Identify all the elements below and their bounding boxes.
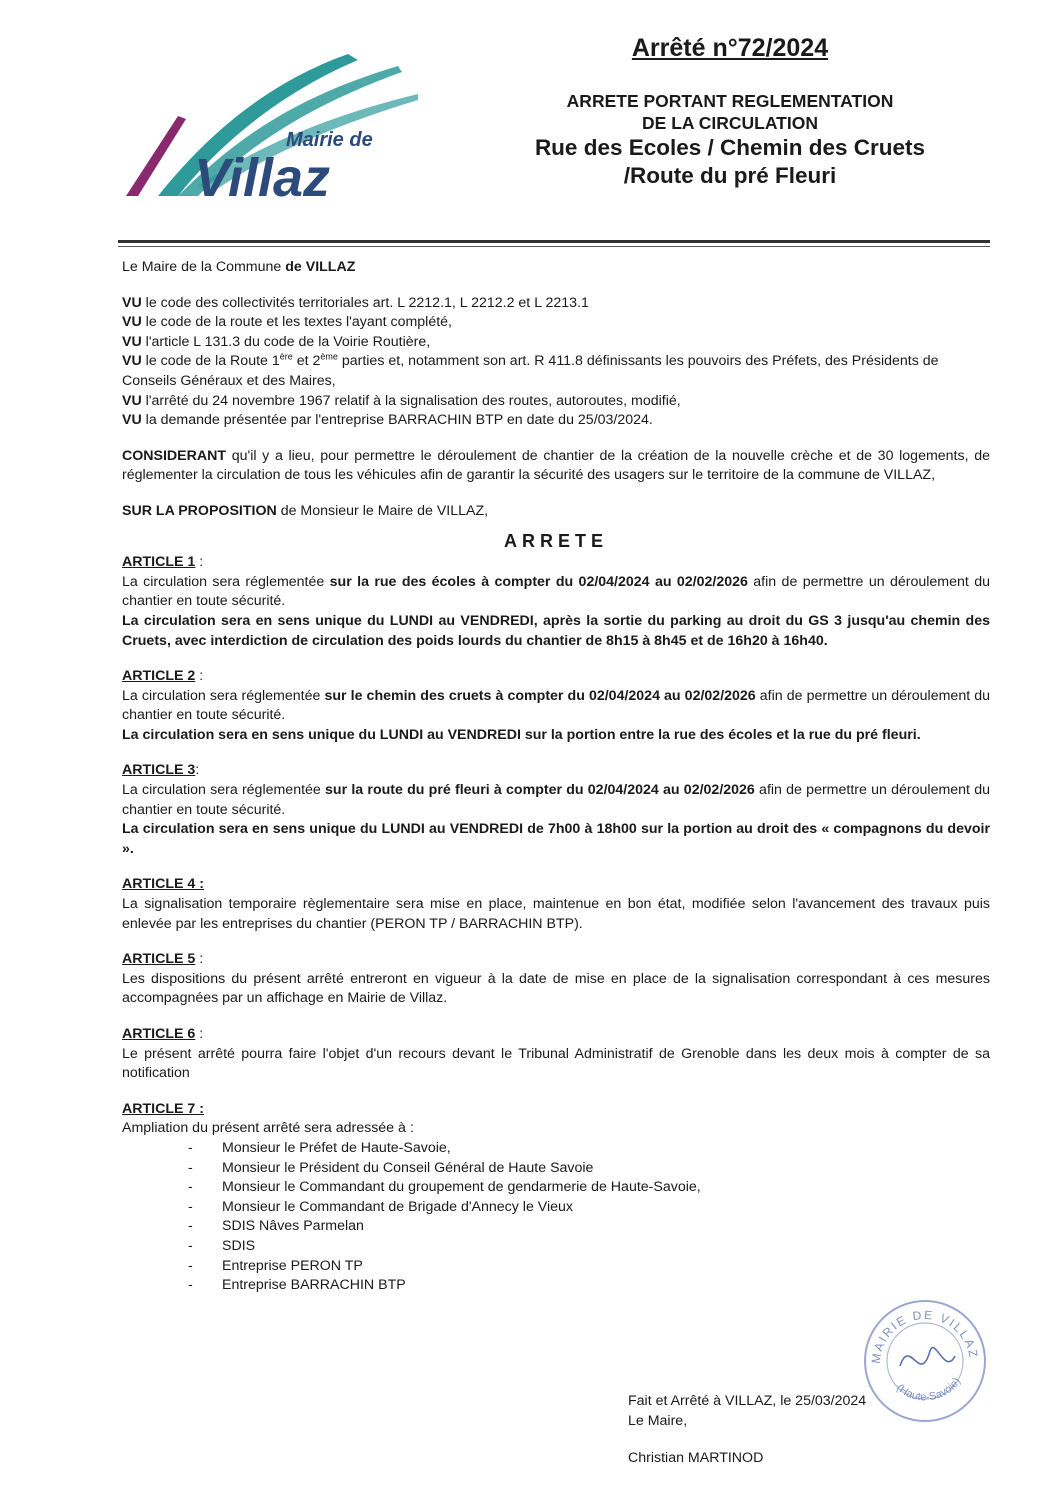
svg-text:(Haute-Savoie) [894, 1376, 963, 1404]
article-3-p2: La circulation sera en sens unique du LUNDI au VENDREDI de 7h00 à 18h00 sur la portion au droit des « compagnons du devoir ». [122, 821, 990, 857]
considerant: CONSIDERANT qu'il y a lieu, pour permettre le déroulement de chantier de la création de la nouvelle crèche et de 30 logements, de réglementer la circulation de tous les véhicules afin de garantir la sécurité des usagers sur le territoire de la commune de VILLAZ, [122, 447, 990, 484]
signature-block [628, 1392, 866, 1431]
article-4-text: La signalisation temporaire règlementaire sera mise en place, maintenue en bon état, modifiée selon l'avancement des travaux puis enlevée par les entreprises du chantier (PERON TP / BARRACHIN BTP). [122, 896, 990, 932]
proposition: SUR LA PROPOSITION de Monsieur le Maire de VILLAZ, [122, 502, 489, 519]
list-item: - Monsieur le Commandant du groupement de gendarmerie de Haute-Savoie, [188, 1178, 990, 1198]
list-item: - Entreprise BARRACHIN BTP [188, 1276, 990, 1296]
stamp-bottom-text: (Haute-Savoie) [893, 1375, 964, 1404]
signer-role: Le Maire, [628, 1412, 688, 1429]
article-6-text: Le présent arrêté pourra faire l'objet d'un recours devant le Tribunal Administratif de Grenoble dans les deux mois à compter de sa notification [122, 1045, 990, 1082]
list-item: - SDIS Nâves Parmelan [188, 1217, 990, 1237]
header-rule [118, 240, 990, 243]
list-item: - SDIS [188, 1237, 990, 1257]
vu-4: VU le code de la Route 1ère et 2ème parties et, notamment son art. R 411.8 définissants les pouvoirs des Préfets, des Présidents de Conseils Généraux et des Maires, [122, 351, 939, 389]
title-block [490, 90, 970, 190]
vu-1: VU le code des collectivités territoriales art. L 2212.1, L 2212.2 et L 2213.1 [122, 294, 589, 311]
article-4-title: ARTICLE 4 : [122, 876, 204, 893]
place-date: Fait et Arrêté à VILLAZ, le 25/03/2024 [628, 1393, 867, 1409]
handwritten-signature [900, 1348, 955, 1366]
article-1-p2: La circulation sera en sens unique du LUNDI au VENDREDI, après la sortie du parking au droit du GS 3 jusqu'au chemin des Cruets, avec interdiction de circulation des poids lourds du chantier de 8h15 à 8h45 et de 16h20 à 16h40. [122, 612, 990, 649]
title-line1: ARRETE PORTANT REGLEMENTATION [566, 91, 894, 111]
article-2-title: ARTICLE 2 : [122, 668, 204, 685]
signer-name: Christian MARTINOD [628, 1450, 764, 1466]
vu-3: VU l'article L 131.3 du code de la Voirie Routière, [122, 333, 431, 350]
article-2-p2: La circulation sera en sens unique du LUNDI au VENDREDI sur la portion entre la rue des écoles et la rue du pré fleuri. [122, 726, 921, 743]
stamp-top-text: MAIRIE DE VILLAZ [868, 1307, 981, 1365]
logo-line2: Villaz [194, 148, 331, 208]
logo-line1: Mairie de [286, 129, 373, 151]
official-stamp [860, 1296, 990, 1426]
article-5-title: ARTICLE 5 : [122, 951, 204, 968]
article-1-p1: La circulation sera réglementée sur la rue des écoles à compter du 02/04/2024 au 02/02/2026 afin de permettre un déroulement du chantier en toute sécurité. [122, 573, 991, 610]
vu-2: VU le code de la route et les textes l'ayant complété, [122, 314, 453, 331]
article-3-title: ARTICLE 3: [122, 762, 200, 779]
arrete-number: Arrêté n°72/2024 [631, 34, 829, 62]
list-item: - Monsieur le Président du Conseil Général de Haute Savoie [188, 1159, 990, 1179]
title-line2: DE LA CIRCULATION [642, 113, 818, 133]
list-item: - Monsieur le Préfet de Haute-Savoie, [188, 1139, 990, 1159]
list-item: - Entreprise PERON TP [188, 1257, 990, 1277]
recipient-list [122, 1139, 990, 1296]
article-2-p1: La circulation sera réglementée sur le chemin des cruets à compter du 02/04/2024 au 02/02/2026 afin de permettre un déroulement du chantier en toute sécurité. [122, 687, 991, 724]
list-item: - Monsieur le Commandant de Brigade d'Annecy le Vieux [188, 1198, 990, 1218]
intro: Le Maire de la Commune de VILLAZ [122, 259, 356, 275]
article-6-title: ARTICLE 6 : [122, 1026, 204, 1042]
subtitle-line2: /Route du pré Fleuri [623, 163, 837, 188]
article-7-title: ARTICLE 7 : [122, 1100, 204, 1117]
article-7-intro: Ampliation du présent arrêté sera adressée à : [122, 1120, 414, 1137]
header-rule-thin [118, 246, 990, 247]
article-3-p1: La circulation sera réglementée sur la route du pré fleuri à compter du 02/04/2024 au 02/02/2026 afin de permettre un déroulement du chantier en toute sécurité. [122, 782, 991, 818]
article-5-text: Les dispositions du présent arrêté entreront en vigueur à la date de mise en place de la signalisation correspondant à ces mesures accompagnées par un affichage en Mairie de Villaz. [122, 970, 990, 1007]
vu-5: VU l'arrêté du 24 novembre 1967 relatif à la signalisation des routes, autoroutes, modifié, [122, 392, 681, 409]
mairie-villaz-logo [118, 46, 418, 216]
subtitle-line1: Rue des Ecoles / Chemin des Cruets [534, 135, 926, 160]
article-1-title: ARTICLE 1 : [122, 554, 204, 571]
document-body [122, 258, 990, 1296]
vu-6: VU la demande présentée par l'entreprise BARRACHIN BTP en date du 25/03/2024. [122, 412, 653, 429]
arrete-heading: ARRETE [503, 530, 608, 551]
